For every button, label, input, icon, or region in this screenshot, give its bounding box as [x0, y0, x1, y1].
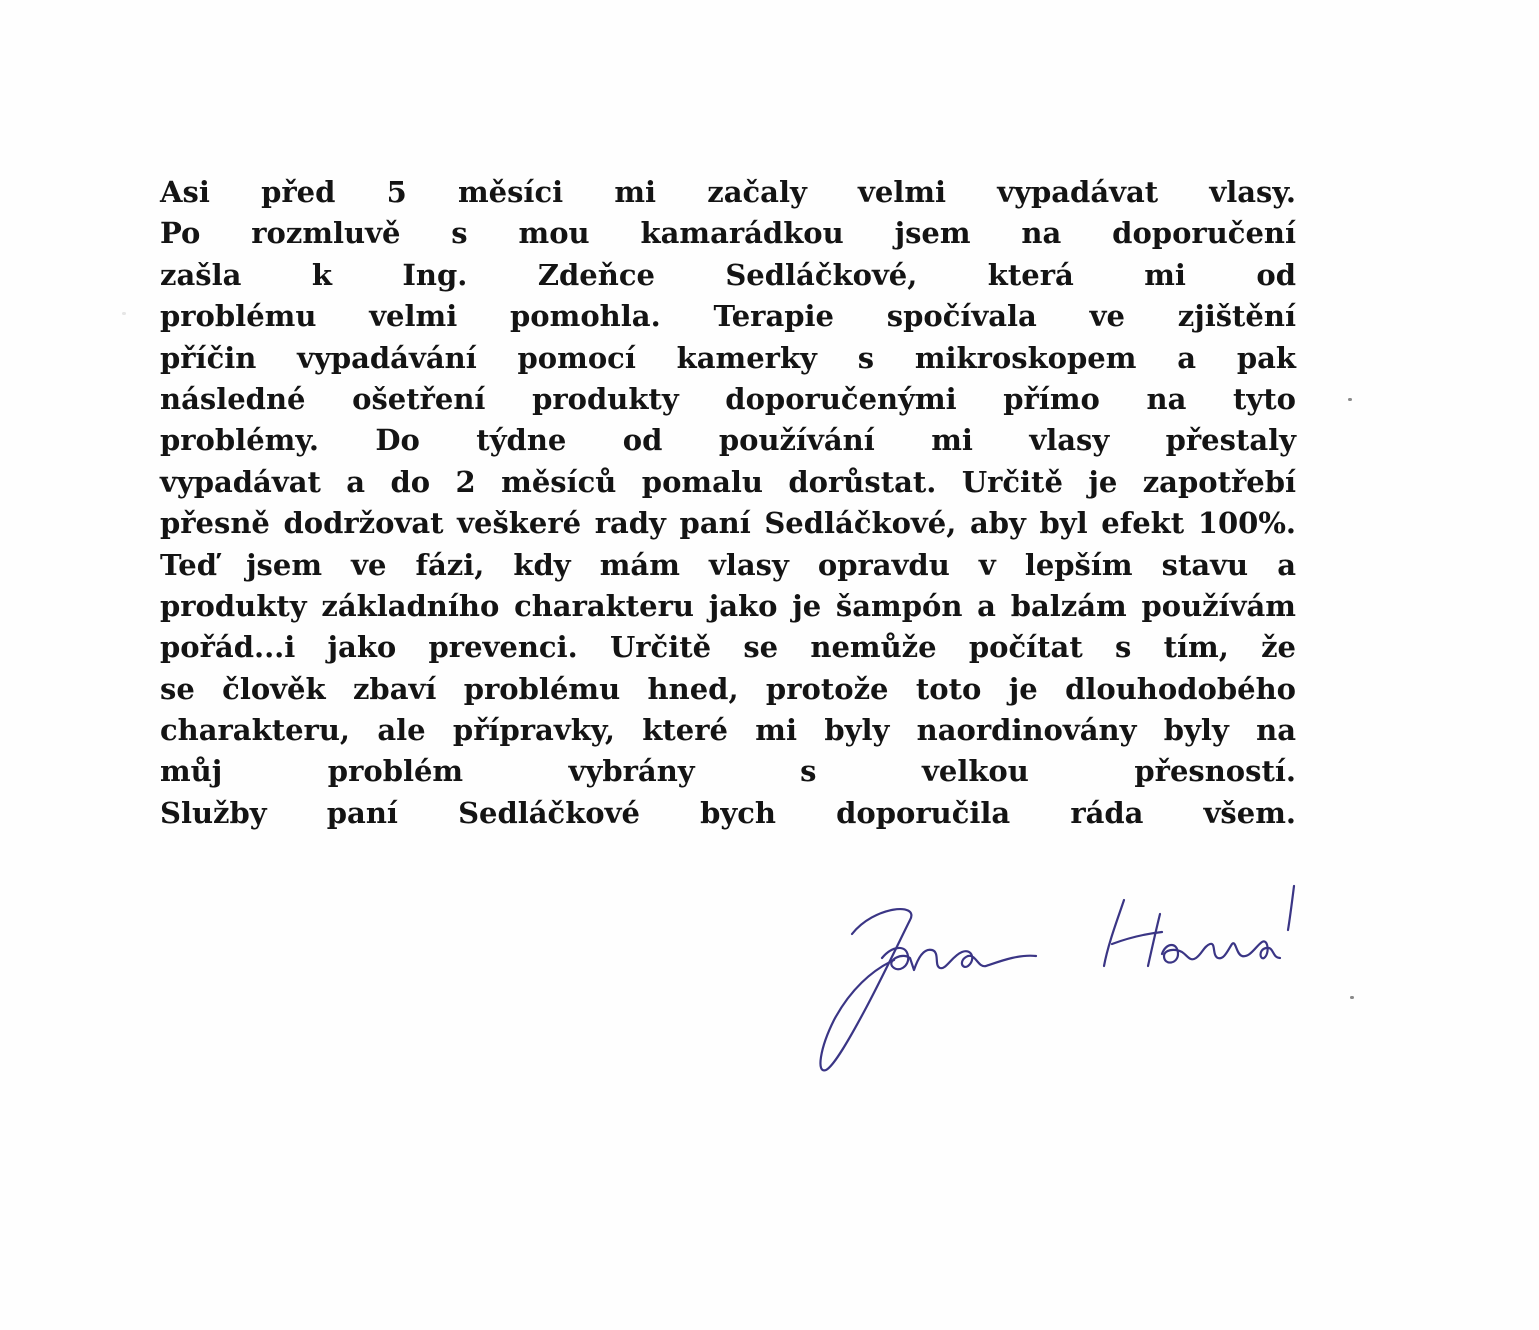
- signature-stroke-orska: [1162, 941, 1280, 962]
- scan-speck: [1348, 398, 1352, 401]
- text-line-9: přesně dodržovat veškeré rady paní Sedláčkové, aby byl efekt 100%.: [160, 506, 1296, 541]
- scan-speck: [122, 312, 126, 315]
- text-line-5: příčin vypadávání pomocí kamerky s mikroskopem a pak: [160, 340, 1296, 375]
- signature-stroke-flourish: [1288, 886, 1294, 930]
- scan-speck: [1350, 996, 1354, 999]
- text-line-16: Služby paní Sedláčkové bych doporučila ráda všem.: [160, 795, 1296, 830]
- text-line-3: zašla k Ing. Zdeňce Sedláčkové, která mi od: [160, 257, 1296, 292]
- text-line-4: problému velmi pomohla. Terapie spočívala ve zjištění: [160, 299, 1296, 334]
- text-line-7: problémy. Do týdne od používání mi vlasy přestaly: [160, 423, 1296, 458]
- text-line-2: Po rozmluvě s mou kamarádkou jsem na doporučení: [160, 216, 1296, 251]
- text-line-11: produkty základního charakteru jako je šampón a balzám používám: [160, 588, 1296, 623]
- text-line-12: pořád...i jako prevenci. Určitě se nemůže počítat s tím, že: [160, 630, 1296, 665]
- text-line-10: Teď jsem ve fázi, kdy mám vlasy opravdu v lepším stavu a: [160, 547, 1296, 582]
- handwritten-signature: [812, 862, 1332, 1082]
- signature-stroke-h: [1104, 900, 1124, 966]
- signature-stroke-h-right: [1148, 914, 1160, 966]
- text-line-8: vypadávat a do 2 měsíců pomalu dorůstat. Určitě je zapotřebí: [160, 464, 1296, 499]
- text-line-1: Asi před 5 měsíci mi začaly velmi vypadávat vlasy.: [160, 175, 1296, 209]
- signature-stroke-ana: [882, 948, 1036, 970]
- text-line-6: následné ošetření produkty doporučenými přímo na tyto: [160, 381, 1296, 416]
- testimonial-text: [160, 172, 1296, 834]
- signature-stroke-j: [820, 909, 911, 1070]
- text-line-13: se člověk zbaví problému hned, protože toto je dlouhodobého: [160, 671, 1296, 706]
- text-line-15: můj problém vybrány s velkou přesností.: [160, 754, 1296, 789]
- text-line-14: charakteru, ale přípravky, které mi byly naordinovány byly na: [160, 713, 1296, 748]
